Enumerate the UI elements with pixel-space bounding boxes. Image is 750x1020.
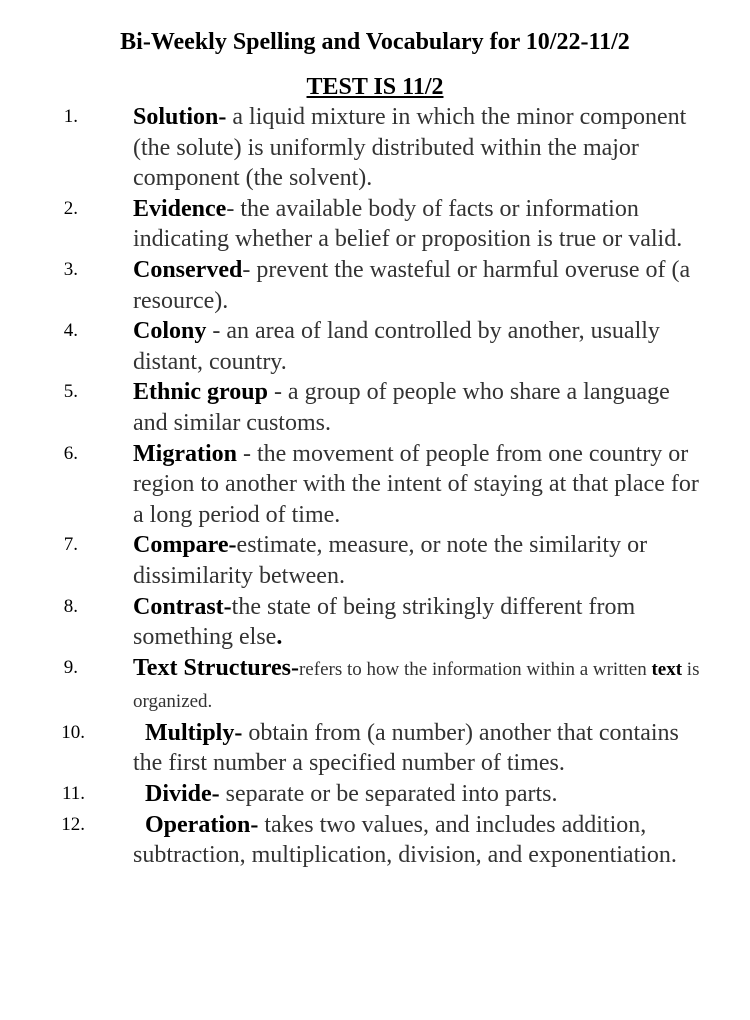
vocab-term: Operation- <box>145 811 259 838</box>
vocab-definition: - an area of land controlled by another, usually distant, country. <box>133 318 660 375</box>
vocab-definition: separate or be separated into parts. <box>219 781 558 808</box>
item-number: 2. <box>63 197 78 219</box>
vocab-term: Migration <box>133 440 237 467</box>
vocab-term: Colony <box>133 318 207 345</box>
vocab-term: Contrast- <box>133 593 232 620</box>
item-number: 7. <box>63 534 78 556</box>
vocab-definition: obtain from (a number) another that contains the first number a specified number of times. <box>133 719 679 777</box>
vocab-definition: - the available body of facts or information indicating whether a belief or proposition is true or valid. <box>133 195 683 253</box>
vocabulary-list <box>0 102 700 871</box>
vocab-definition: the state of being strikingly different from something else <box>133 593 636 651</box>
list-item <box>0 102 700 194</box>
list-item <box>0 779 700 810</box>
vocab-definition: takes two values, and includes addition, subtraction, multiplication, division, and exponentiation. <box>133 811 677 869</box>
item-number: 1. <box>63 106 78 127</box>
vocab-term: Solution- <box>133 104 227 130</box>
list-item <box>0 530 700 591</box>
vocab-term: Multiply- <box>145 719 243 746</box>
vocab-definition: - a group of people who share a language and similar customs. <box>133 379 670 436</box>
item-number: 12. <box>61 813 85 835</box>
list-item <box>0 377 700 438</box>
vocab-term: Divide- <box>145 781 220 808</box>
vocab-definition: estimate, measure, or note the similarity or dissimilarity between. <box>133 532 648 589</box>
item-number: 9. <box>63 656 78 678</box>
definition-end-period: . <box>276 624 283 651</box>
definition-bold-word: text <box>651 658 683 680</box>
item-number: 8. <box>63 595 78 617</box>
list-item <box>0 810 700 871</box>
item-number: 5. <box>63 381 78 403</box>
definition-part: is organized. <box>133 658 700 713</box>
vocab-term: Conserved <box>133 256 243 283</box>
list-item <box>0 653 700 718</box>
list-item <box>0 592 700 653</box>
vocab-term: Compare- <box>133 532 237 559</box>
test-date-line: TEST IS 11/2 <box>306 74 444 100</box>
item-number: 3. <box>63 258 78 280</box>
vocab-term: Ethnic group <box>133 379 268 406</box>
document-title: Bi-Weekly Spelling and Vocabulary for 10/22-11/2 <box>120 29 630 55</box>
vocab-definition: - prevent the wasteful or harmful overuse of (a resource). <box>133 256 691 314</box>
list-item <box>0 718 700 779</box>
list-item <box>0 255 700 316</box>
definition-part: refers to how the information within a written <box>298 658 652 680</box>
vocab-term: Text Structures- <box>133 654 299 681</box>
vocab-definition: - the movement of people from one country or region to another with the intent of staying at that place for a long period of time. <box>133 440 699 528</box>
vocab-term: Evidence <box>133 195 227 222</box>
vocab-definition: a liquid mixture in which the minor component (the solute) is uniformly distributed within the major component (the solvent). <box>133 104 687 192</box>
item-number: 11. <box>61 783 85 805</box>
list-item <box>0 439 700 531</box>
item-number: 6. <box>63 442 78 464</box>
list-item <box>0 194 700 255</box>
item-number: 10. <box>61 721 85 743</box>
item-number: 4. <box>63 320 78 342</box>
list-item <box>0 316 700 377</box>
